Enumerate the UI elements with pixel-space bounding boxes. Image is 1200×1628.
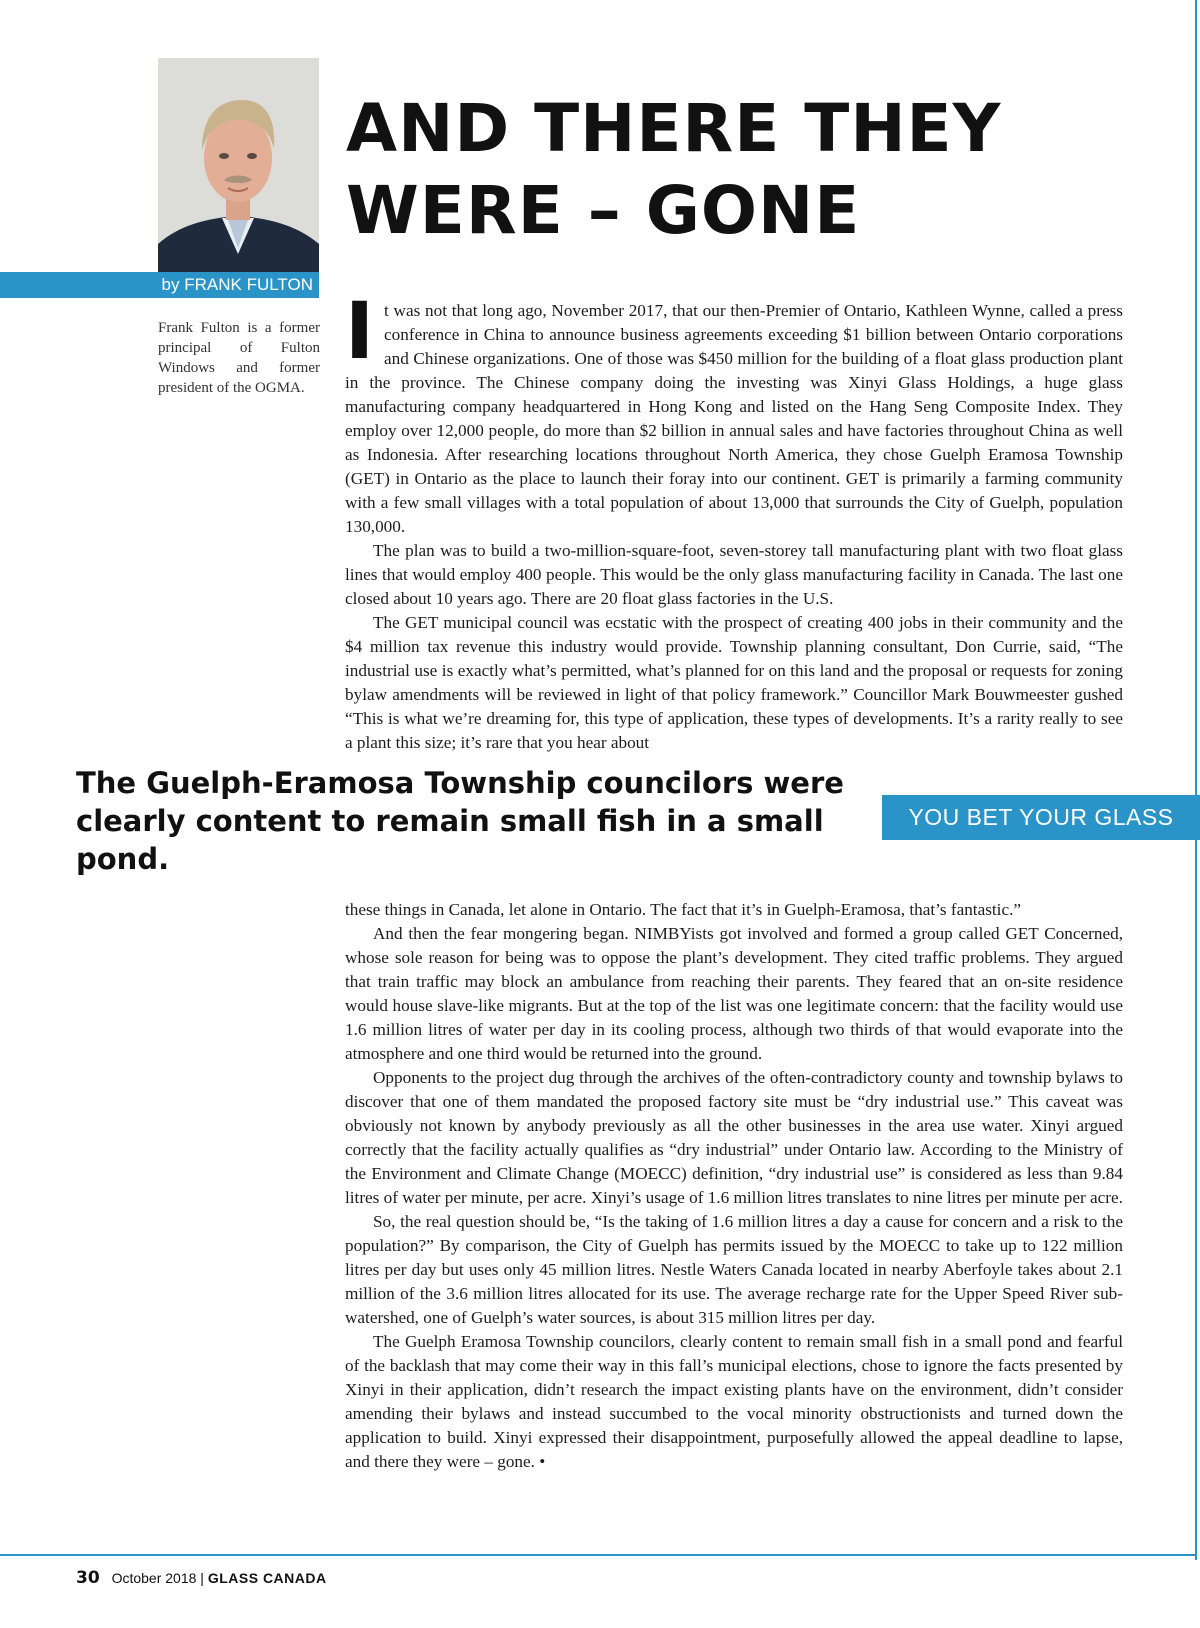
issue-date: October 2018 |	[111, 1570, 204, 1586]
article-body-bottom	[345, 898, 1123, 1474]
body-paragraph	[345, 287, 1123, 539]
body-paragraph: these things in Canada, let alone in Ontario. The fact that it’s in Guelph-Eramosa, that’s fantastic.”	[345, 900, 1022, 919]
author-portrait-icon	[158, 58, 319, 272]
drop-cap: I	[345, 287, 375, 377]
body-paragraph: So, the real question should be, “Is the taking of 1.6 million litres a day a cause for concern and a risk to the population?” By comparison, the City of Guelph has permits issued by the MOECC to take up to 122 million litres per day but uses only 45 million litres. Nestle Waters Canada located in nearby Aberfoyle takes about 2.1 million of the 3.6 million litres allocated for its use. The average recharge rate for the Upper Speed River sub-watershed, one of Guelph’s water sources, is about 315 million litres per day.	[345, 1212, 1123, 1327]
body-paragraph: The GET municipal council was ecstatic with the prospect of creating 400 jobs in their community and the $4 million tax revenue this industry would provide. Township planning consultant, Don Currie, said, “The industrial use is exactly what’s permitted, what’s planned for on this land and the proposal or requests for zoning bylaw amendments will be reviewed in light of that policy framework.” Councillor Mark Bouwmeester gushed “This is what we’re dreaming for, this type of application, these types of developments. It’s a rarity really to see a plant this size; it’s rare that you hear about	[345, 613, 1123, 752]
author-bio: Frank Fulton is a former principal of Fulton Windows and former president of the OGMA.	[158, 320, 320, 396]
body-paragraph: And then the fear mongering began. NIMBYists got involved and formed a group called GET Concerned, whose sole reason for being was to oppose the plant’s development. They cited traffic problems. They argued that train traffic may block an ambulance from reaching their parents. They feared that an on-site residence would house slave-like migrants. But at the top of the list was one legitimate concern: that the facility would use 1.6 million litres of water per day in its cooling process, although two thirds of that would evaporate into the atmosphere and one third would be returned into the ground.	[345, 924, 1123, 1063]
page-number: 30	[76, 1568, 100, 1588]
headline-line-2: WERE – GONE	[346, 172, 861, 249]
body-paragraph: The plan was to build a two-million-square-foot, seven-storey tall manufacturing plant with two float glass lines that would employ 400 people. This would be the only glass manufacturing facility in Canada. The last one closed about 10 years ago. There are 20 float glass factories in the U.S.	[345, 541, 1123, 608]
page-footer	[76, 1568, 327, 1588]
body-paragraph: The Guelph Eramosa Township councilors, clearly content to remain small fish in a small pond and fearful of the backlash that may come their way in this fall’s municipal elections, chose to ignore the facts presented by Xinyi in their application, didn’t research the impact existing plants have on the environment, didn’t consider amending their bylaws and instead succumbed to the vocal minority obstructionists and turned down the application to build. Xinyi expressed their disappointment, purposefully allowed the appeal deadline to lapse, and there they were – gone. •	[345, 1332, 1123, 1471]
headline-line-1: AND THERE THEY	[346, 90, 1002, 167]
body-paragraph-text: t was not that long ago, November 2017, that our then-Premier of Ontario, Kathleen Wynne, called a press conference in China to announce business agreements exceeding $1 billion between Ontario corporations and Chinese organizations. One of those was $450 million for the building of a float glass production plant in the province. The Chinese company doing the investing was Xinyi Glass Holdings, a huge glass manufacturing company headquartered in Hong Kong and listed on the Hang Seng Composite Index. They employ over 12,000 people, do more than $2 billion in annual sales and have factories throughout China as well as Indonesia. After researching locations throughout North America, they chose Guelph Eramosa Township (GET) in Ontario as the place to launch their foray into our continent. GET is primarily a farming community with a few small villages with a total population of about 13,000 that surrounds the City of Guelph, population 130,000.	[345, 301, 1123, 536]
footer-rule	[0, 1554, 1197, 1556]
page-edge-accent-line	[1195, 0, 1197, 1560]
magazine-name: GLASS CANADA	[207, 1570, 327, 1586]
pull-quote: The Guelph-Eramosa Township councilors were clearly content to remain small fish in a small pond.	[76, 766, 844, 876]
byline-bar	[0, 272, 319, 298]
article-body-top	[345, 287, 1123, 755]
body-paragraph: Opponents to the project dug through the archives of the often-contradictory county and township bylaws to discover that one of them mandated the proposed factory site must be “dry industrial use.” This caveat was obviously not known by anybody previously as all the other businesses in the area use water. Xinyi argued correctly that the facility actually qualifies as “dry industrial” under Ontario law. According to the Ministry of the Environment and Climate Change (MOECC) definition, “dry industrial use” is considered as less than 9.84 litres of water per minute, per acre. Xinyi’s usage of 1.6 million litres translates to nine litres per minute per acre.	[345, 1068, 1123, 1207]
article-headline	[346, 88, 1001, 252]
section-tag: YOU BET YOUR GLASS	[882, 795, 1200, 840]
byline: by FRANK FULTON	[161, 275, 313, 294]
author-photo	[158, 58, 319, 272]
